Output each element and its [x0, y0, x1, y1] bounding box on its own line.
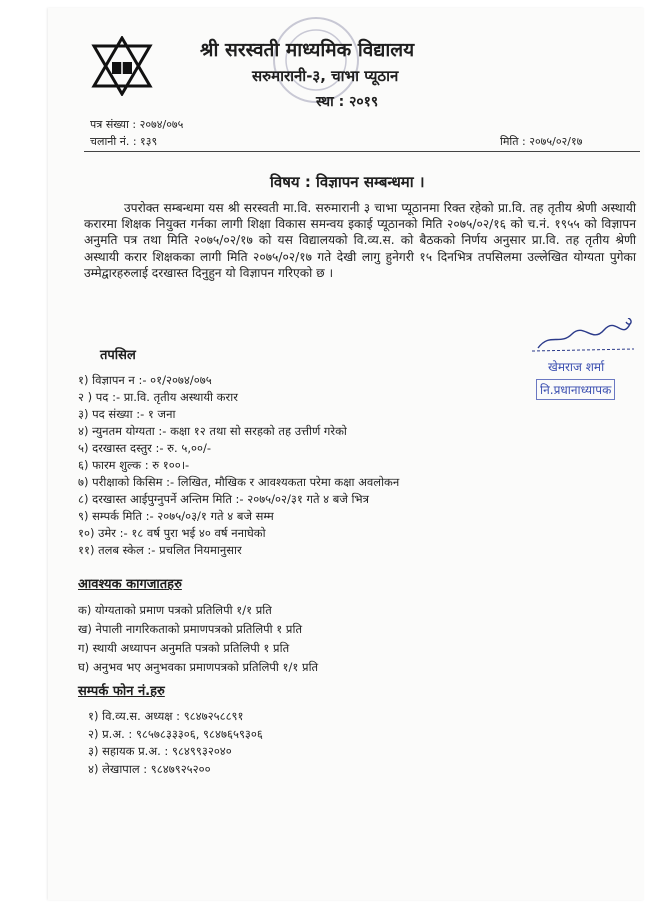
- signatory-name: खेमराज शर्मा: [548, 360, 605, 374]
- school-name: श्री सरस्वती माध्यमिक विद्यालय: [200, 39, 415, 61]
- school-established: स्था : २०१९: [316, 94, 379, 110]
- details-list: [78, 372, 399, 559]
- signatory-title: नि.प्रधानाध्यापक: [536, 379, 615, 400]
- list-item: २) प्र.अ. : ९८५७८३३३०६, ९८४७६५९३०६: [88, 726, 263, 741]
- list-item: ग) स्थायी अध्यापन अनुमति पत्रको प्रतिलिपी १ प्रति: [78, 641, 290, 655]
- list-item: ७) परीक्षाको किसिम :- लिखित, मौखिक र आवश्यकता परेमा कक्षा अवलोकन: [78, 475, 400, 489]
- school-emblem-icon: [90, 36, 154, 96]
- list-item: ६) फारम शुल्क : रु १००।-: [78, 458, 190, 472]
- list-item: घ) अनुभव भए अनुभवका प्रमाणपत्रको प्रतिलिपी १/१ प्रति: [78, 660, 319, 674]
- list-item: ९) सम्पर्क मिति :- २०७५/०३/१ गते ४ बजे सम्म: [78, 509, 274, 523]
- contacts-list: [88, 708, 263, 778]
- list-item: ४) न्युनतम योग्यता :- कक्षा १२ तथा सो सरहको तह उत्तीर्ण गरेको: [78, 424, 347, 438]
- contacts-heading: सम्पर्क फोन नं.हरु: [78, 684, 165, 699]
- documents-list: [78, 601, 318, 677]
- list-item: १) वि.व्य.स. अध्यक्ष : ९८४७२५८८९१: [88, 709, 244, 723]
- list-item: क) योग्यताको प्रमाण पत्रको प्रतिलिपी १/१ प्रति: [78, 603, 272, 617]
- documents-heading: आवश्यक कागजातहरु: [78, 577, 182, 592]
- list-item: ३) सहायक प्र.अ. : ९८४९९३२०४०: [88, 744, 232, 758]
- list-item: ५) दरखास्त दस्तुर :- रु. ५,००/-: [78, 441, 211, 455]
- list-item: ख) नेपाली नागरिकताको प्रमाणपत्रको प्रतिलिपी १ प्रति: [78, 622, 303, 636]
- signature-icon: [530, 318, 640, 354]
- list-item: १०) उमेर :- १८ वर्ष पुरा भई ४० वर्ष ननाघेको: [78, 526, 266, 540]
- list-item: ३) पद संख्या :- १ जना: [78, 407, 176, 421]
- dispatch-number: चलानी नं. : १३९: [90, 135, 158, 148]
- letter-date: मिति : २०७५/०२/१७: [500, 135, 583, 148]
- list-item: ४) लेखापाल : ९८४७९२५२००: [88, 761, 211, 776]
- school-address: सरुमारानी-३, चाभा प्यूठान: [252, 67, 399, 85]
- header-divider: [84, 151, 640, 152]
- reference-number: पत्र संख्या : २०७४/०७५: [90, 118, 184, 131]
- list-item: २ ) पद :- प्रा.वि. तृतीय अस्थायी करार: [78, 390, 238, 404]
- list-item: ११) तलब स्केल :- प्रचलित नियमानुसार: [78, 543, 242, 557]
- list-item: ८) दरखास्त आईपुग्नुपर्ने अन्तिम मिति :- २०७५/०२/३१ गते ४ बजे भित्र: [78, 492, 369, 506]
- subject-line: विषय : विज्ञापन सम्बन्धमा ।: [270, 173, 425, 191]
- details-heading: तपसिल: [100, 348, 136, 363]
- list-item: १) विज्ञापन न :- ०१/२०७४/०७५: [78, 373, 212, 387]
- body-paragraph: उपरोक्त सम्बन्धमा यस श्री सरस्वती मा.वि. सरुमारानी ३ चाभा प्यूठानमा रिक्त रहेको प्रा.वि. तह तृतीय श्रेणी अस्थायी करारमा शिक्षक नियुक्त गर्नका लागी शिक्षा विकास समन्वय इकाई प्यूठानको मिति २०७५/०२/१६ को च.नं. १९५५ को विज्ञापन अनुमति पत्र तथा मिति २०७५/०२/१७ को यस विद्यालयको वि.व्य.स. को बैठकको निर्णय अनुसार प्रा.वि. तह तृतीय श्रेणी अस्थायी करार शिक्षकका लागी मिति २०७५/०२/१७ गते देखी लागु हुनेगरी १५ दिनभित्र तपसिलमा उल्लेखित योग्यता पुगेका उम्मेद्वारहरुलाई दरखास्त दिनुहुन यो विज्ञापन गरिएको छ ।: [84, 201, 636, 280]
